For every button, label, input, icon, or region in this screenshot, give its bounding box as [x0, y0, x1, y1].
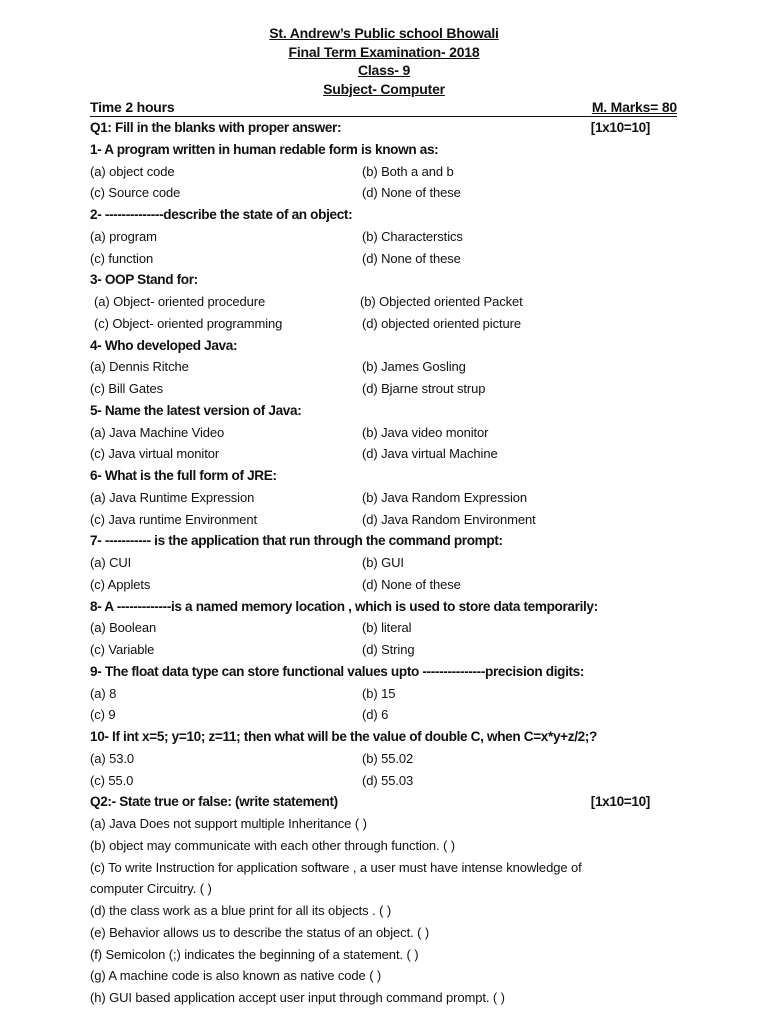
question-9: 9- The float data type can store functional values upto ---------------precision digits:: [90, 663, 585, 679]
option-b: (b) 55.02: [362, 750, 414, 766]
question-3: 3- OOP Stand for:: [90, 272, 198, 288]
section-1-heading: [90, 117, 680, 139]
statement-e: (e) Behavior allows us to describe the status of an object. ( ): [90, 924, 430, 940]
statement-c: (c) To write Instruction for application software , a user must have intense knowledge of: [90, 859, 582, 875]
question-7-options-row-2: [90, 574, 680, 596]
option-c: (c) Bill Gates: [90, 381, 164, 396]
question-7-options-row-1: [90, 552, 680, 574]
max-marks-label: M. Marks= 80: [591, 99, 677, 115]
question-9-options-row-2: [90, 704, 680, 726]
option-b: (b) Objected oriented Packet: [360, 294, 523, 309]
question-8: 8- A -------------is a named memory location , which is used to store data temporarily:: [90, 598, 598, 614]
option-d: (d) None of these: [362, 576, 461, 592]
question-5: 5- Name the latest version of Java:: [90, 402, 302, 418]
question-3-options-row-2: [90, 313, 680, 335]
option-d: (d) None of these: [362, 185, 461, 201]
question-2-options-row-2: [90, 248, 680, 270]
option-d: (d) 6: [362, 707, 389, 723]
option-a: (a) Dennis Ritche: [90, 359, 189, 375]
question-7: 7- ----------- is the application that run through the command prompt:: [90, 533, 503, 549]
option-c: (c) Java virtual monitor: [90, 446, 220, 462]
option-d: (d) 55.03: [362, 772, 414, 788]
exam-header: [0, 24, 768, 98]
question-6: 6- What is the full form of JRE:: [90, 468, 277, 483]
question-9-options-row-1: [90, 683, 680, 705]
time-label: Time 2 hours: [90, 99, 175, 115]
option-a: (a) Object- oriented procedure: [94, 294, 266, 309]
option-c: (c) function: [90, 250, 154, 266]
question-6-options-row-1: [90, 487, 680, 509]
option-d: (d) objected oriented picture: [362, 315, 521, 331]
option-a: (a) 53.0: [90, 750, 135, 766]
question-10-options-row-1: [90, 748, 680, 770]
option-d: (d) Java virtual Machine: [362, 446, 498, 462]
statement-c-continued: computer Circuitry. ( ): [90, 881, 212, 897]
option-a: (a) CUI: [90, 555, 132, 570]
option-c: (c) Variable: [90, 642, 155, 657]
statement-h: (h) GUI based application accept user input through command prompt. ( ): [90, 990, 505, 1005]
statement-f: (f) Semicolon (;) indicates the beginning of a statement. ( ): [90, 946, 419, 962]
class-label: Class- 9: [357, 62, 411, 78]
question-5-options-row-2: [90, 443, 680, 465]
option-b: (b) James Gosling: [362, 359, 466, 375]
option-a: (a) Java Runtime Expression: [90, 489, 255, 505]
option-b: (b) Java video monitor: [362, 424, 489, 440]
question-6-options-row-2: [90, 509, 680, 531]
exam-body: [90, 117, 680, 1009]
option-a: (a) 8: [90, 685, 117, 701]
option-c: (c) Java runtime Environment: [90, 511, 257, 527]
option-c: (c) Source code: [90, 185, 181, 201]
section-2-heading: [90, 791, 680, 813]
question-4: 4- Who developed Java:: [90, 337, 238, 353]
question-10-options-row-2: [90, 770, 680, 792]
statement-g: (g) A machine code is also known as native code ( ): [90, 968, 382, 984]
question-8-options-row-2: [90, 639, 680, 661]
option-c: (c) Applets: [90, 576, 151, 592]
option-a: (a) program: [90, 228, 157, 244]
option-c: (c) Object- oriented programming: [94, 315, 283, 331]
option-d: (d) None of these: [362, 250, 461, 266]
exam-info-bar: [90, 98, 677, 117]
question-8-options-row-1: [90, 617, 680, 639]
exam-title: Final Term Examination- 2018: [288, 43, 480, 60]
section-2-title: Q2:- State true or false: (write statement): [90, 794, 338, 810]
statement-d: (d) the class work as a blue print for all its objects . ( ): [90, 903, 392, 918]
question-2: 2- --------------describe the state of an object:: [90, 207, 353, 222]
section-1-marks: [1x10=10]: [590, 120, 650, 135]
question-2-options-row-1: [90, 226, 680, 248]
option-b: (b) Both a and b: [362, 163, 454, 179]
question-1-options-row-1: [90, 161, 680, 183]
question-4-options-row-2: [90, 378, 680, 400]
option-d: (d) Java Random Environment: [362, 511, 536, 527]
school-name: St. Andrew’s Public school Bhowali: [269, 25, 499, 41]
option-b: (b) 15: [362, 685, 396, 701]
option-d: (d) Bjarne strout strup: [362, 381, 486, 396]
option-b: (b) Java Random Expression: [362, 489, 528, 505]
question-1: 1- A program written in human redable form is known as:: [90, 141, 439, 157]
question-5-options-row-1: [90, 422, 680, 444]
statement-a: (a) Java Does not support multiple Inheritance ( ): [90, 816, 367, 831]
question-4-options-row-1: [90, 356, 680, 378]
option-a: (a) Boolean: [90, 620, 157, 636]
question-3-options-row-1: [90, 291, 680, 313]
option-c: (c) 55.0: [90, 772, 134, 788]
option-b: (b) literal: [362, 620, 412, 636]
question-10: 10- If int x=5; y=10; z=11; then what will be the value of double C, when C=x*y+z/2;?: [90, 729, 597, 744]
section-1-title: Q1: Fill in the blanks with proper answer:: [90, 120, 342, 135]
option-d: (d) String: [362, 642, 415, 657]
option-b: (b) GUI: [362, 555, 404, 570]
subject-label: Subject- Computer: [323, 80, 445, 97]
option-c: (c) 9: [90, 707, 116, 723]
option-b: (b) Characterstics: [362, 228, 463, 244]
question-1-options-row-2: [90, 182, 680, 204]
option-a: (a) Java Machine Video: [90, 424, 225, 440]
option-a: (a) object code: [90, 163, 175, 179]
section-2-marks: [1x10=10]: [590, 794, 650, 810]
statement-b: (b) object may communicate with each other through function. ( ): [90, 837, 455, 853]
